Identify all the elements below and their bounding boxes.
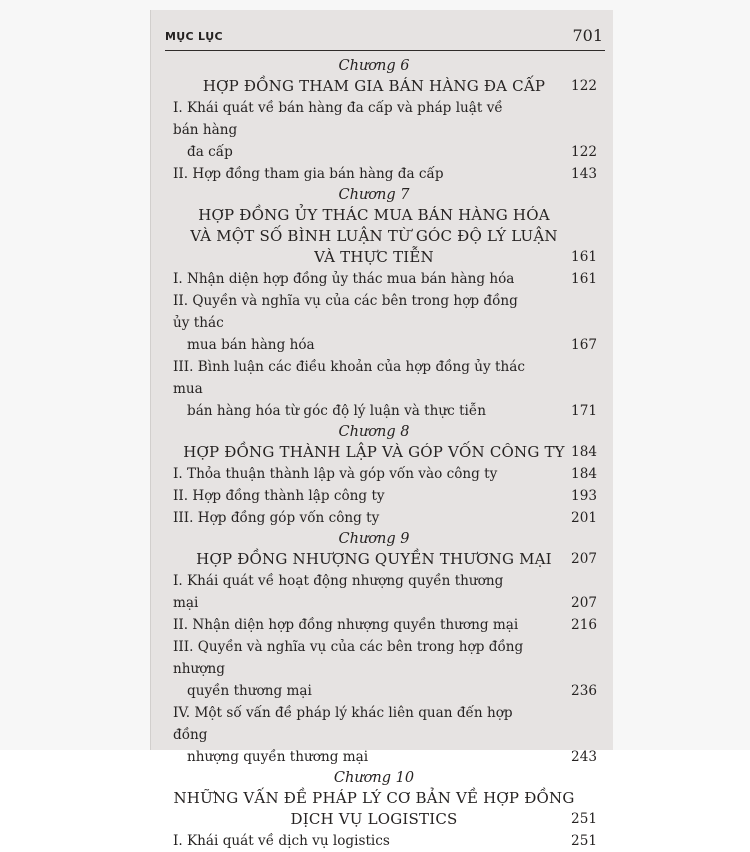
chapter-page-number: 251 bbox=[571, 811, 597, 827]
chapter-title-line: HỢP ĐỒNG ỦY THÁC MUA BÁN HÀNG HÓA bbox=[198, 206, 550, 224]
toc-entry bbox=[173, 163, 597, 185]
toc-entry bbox=[173, 570, 597, 614]
running-header bbox=[165, 28, 605, 51]
entry-text: I. Nhận diện hợp đồng ủy thác mua bán hàng hóa bbox=[173, 271, 515, 287]
entry-text: III. Quyền và nghĩa vụ của các bên trong hợp đồng nhượng bbox=[173, 639, 524, 677]
entry-text: II. Hợp đồng thành lập công ty bbox=[173, 488, 385, 504]
chapter-title-line: HỢP ĐỒNG THAM GIA BÁN HÀNG ĐA CẤP bbox=[202, 77, 546, 95]
table-of-contents bbox=[173, 56, 597, 852]
entry-page-number: 161 bbox=[571, 271, 597, 287]
entry-text-continued: mua bán hàng hóa bbox=[187, 337, 315, 353]
toc-entry bbox=[173, 268, 597, 290]
toc-entry bbox=[173, 485, 597, 507]
entry-page-number: 236 bbox=[571, 683, 597, 699]
toc-entry bbox=[173, 97, 597, 163]
chapter-block bbox=[173, 185, 597, 422]
chapter-block bbox=[173, 768, 597, 852]
entry-page-number: 207 bbox=[571, 595, 597, 611]
entry-page-number: 201 bbox=[571, 510, 597, 526]
chapter-label: Chương 8 bbox=[338, 424, 410, 440]
entry-page-number: 193 bbox=[571, 488, 597, 504]
chapter-title-line: HỢP ĐỒNG NHƯỢNG QUYỀN THƯƠNG MẠI bbox=[196, 550, 552, 568]
entry-text-continued: quyền thương mại bbox=[187, 683, 312, 699]
header-page-number: 701 bbox=[572, 26, 603, 45]
entry-page-number: 167 bbox=[571, 337, 597, 353]
entry-text-continued: đa cấp bbox=[187, 144, 233, 160]
entry-text: II. Quyền và nghĩa vụ của các bên trong hợp đồng ủy thác bbox=[173, 293, 518, 331]
toc-entry bbox=[173, 830, 597, 852]
entry-text: I. Khái quát về dịch vụ logistics bbox=[173, 833, 390, 849]
entry-page-number: 216 bbox=[571, 617, 597, 633]
chapter-title bbox=[173, 788, 597, 830]
chapter-title-line: VÀ MỘT SỐ BÌNH LUẬN TỪ GÓC ĐỘ LÝ LUẬN bbox=[190, 227, 558, 245]
toc-entry bbox=[173, 356, 597, 422]
toc-entry bbox=[173, 507, 597, 529]
chapter-label: Chương 9 bbox=[338, 531, 410, 547]
chapter-block bbox=[173, 529, 597, 768]
entry-page-number: 143 bbox=[571, 166, 597, 182]
chapter-label: Chương 7 bbox=[338, 187, 410, 203]
entry-text: IV. Một số vấn đề pháp lý khác liên quan đến hợp đồng bbox=[173, 705, 513, 743]
chapter-label: Chương 6 bbox=[338, 58, 410, 74]
chapter-block bbox=[173, 422, 597, 529]
toc-entry bbox=[173, 636, 597, 702]
entry-text: II. Hợp đồng tham gia bán hàng đa cấp bbox=[173, 166, 444, 182]
entry-page-number: 122 bbox=[571, 144, 597, 160]
header-section-title: MỤC LỤC bbox=[165, 30, 223, 43]
chapter-title bbox=[173, 76, 597, 97]
chapter-title-line: HỢP ĐỒNG THÀNH LẬP VÀ GÓP VỐN CÔNG TY bbox=[183, 443, 565, 461]
chapter-title bbox=[173, 442, 597, 463]
entry-text: III. Hợp đồng góp vốn công ty bbox=[173, 510, 380, 526]
chapter-title-line: VÀ THỰC TIỄN bbox=[314, 248, 434, 266]
chapter-title bbox=[173, 205, 597, 268]
entry-text: I. Thỏa thuận thành lập và góp vốn vào công ty bbox=[173, 466, 498, 482]
toc-entry bbox=[173, 614, 597, 636]
toc-entry bbox=[173, 463, 597, 485]
toc-entry bbox=[173, 290, 597, 356]
entry-text: I. Khái quát về bán hàng đa cấp và pháp luật về bán hàng bbox=[173, 100, 503, 138]
chapter-page-number: 207 bbox=[571, 551, 597, 567]
chapter-title bbox=[173, 549, 597, 570]
entry-text-continued: bán hàng hóa từ góc độ lý luận và thực tiễn bbox=[187, 403, 487, 419]
book-page bbox=[150, 10, 613, 849]
chapter-block bbox=[173, 56, 597, 185]
chapter-page-number: 161 bbox=[571, 249, 597, 265]
toc-entry bbox=[173, 702, 597, 768]
entry-page-number: 171 bbox=[571, 403, 597, 419]
chapter-page-number: 184 bbox=[571, 444, 597, 460]
chapter-title-line: DỊCH VỤ LOGISTICS bbox=[290, 810, 458, 828]
entry-page-number: 184 bbox=[571, 466, 597, 482]
entry-text-continued: nhượng quyền thương mại bbox=[187, 749, 369, 765]
entry-text: III. Bình luận các điều khoản của hợp đồng ủy thác mua bbox=[173, 359, 525, 397]
entry-text: I. Khái quát về hoạt động nhượng quyền thương mại bbox=[173, 573, 504, 611]
chapter-label: Chương 10 bbox=[333, 770, 415, 786]
entry-page-number: 251 bbox=[571, 833, 597, 849]
chapter-title-line: NHỮNG VẤN ĐỀ PHÁP LÝ CƠ BẢN VỀ HỢP ĐỒNG bbox=[173, 789, 575, 807]
entry-text: II. Nhận diện hợp đồng nhượng quyền thương mại bbox=[173, 617, 519, 633]
chapter-page-number: 122 bbox=[571, 78, 597, 94]
entry-page-number: 243 bbox=[571, 749, 597, 765]
